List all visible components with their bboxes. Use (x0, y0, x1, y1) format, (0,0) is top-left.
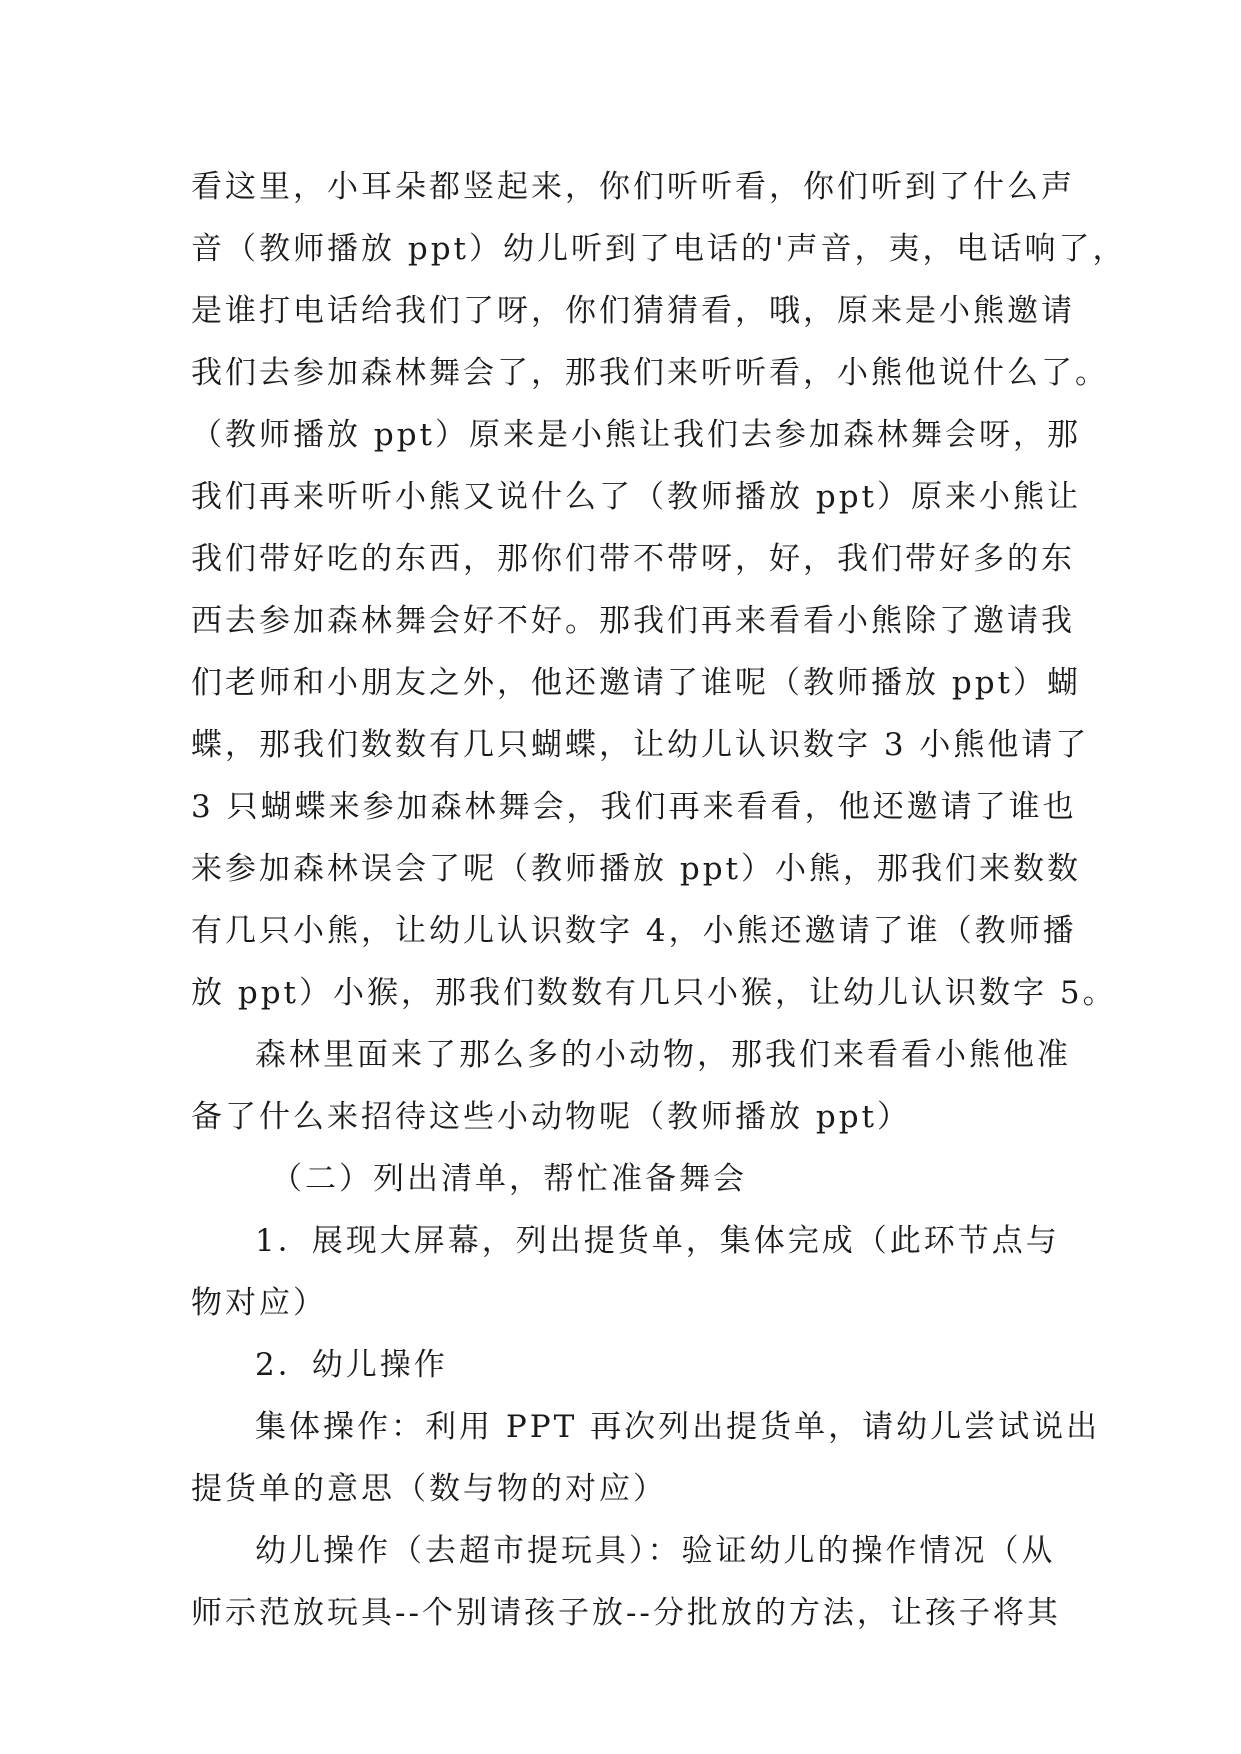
text-line: （教师播放 ppt）原来是小熊让我们去参加森林舞会呀，那 (191, 417, 1081, 453)
text-line: 物对应） (191, 1285, 327, 1321)
text-line: 是谁打电话给我们了呀，你们猜猜看，哦，原来是小熊邀请 (191, 293, 1075, 329)
text-line: 西去参加森林舞会好不好。那我们再来看看小熊除了邀请我 (191, 603, 1075, 639)
list-item-1: 1．展现大屏幕，列出提货单，集体完成（此环节点与 (255, 1223, 1060, 1259)
text-line: 看这里，小耳朵都竖起来，你们听听看，你们听到了什么声 (191, 169, 1075, 205)
list-item-2: 2．幼儿操作 (255, 1347, 448, 1383)
text-line: 3 只蝴蝶来参加森林舞会，我们再来看看，他还邀请了谁也 (191, 789, 1077, 825)
text-line: 我们带好吃的东西，那你们带不带呀，好，我们带好多的东 (191, 541, 1075, 577)
paragraph-start-line: 森林里面来了那么多的小动物，那我们来看看小熊他准 (255, 1037, 1071, 1073)
body-text (191, 156, 1127, 1644)
paragraph-start-line: 集体操作：利用 PPT 再次列出提货单，请幼儿尝试说出 (255, 1409, 1101, 1445)
text-line: 音（教师播放 ppt）幼儿听到了电话的'声音，夷，电话响了， (191, 231, 1127, 267)
text-line: 放 ppt）小猴，那我们数数有几只小猴，让幼儿认识数字 5。 (191, 975, 1117, 1011)
paragraph-start-line: 幼儿操作（去超市提玩具）：验证幼儿的操作情况（从 (255, 1533, 1056, 1569)
text-line: 提货单的意思（数与物的对应） (191, 1471, 667, 1507)
text-line: 备了什么来招待这些小动物呢（教师播放 ppt） (191, 1099, 911, 1135)
section-heading: （二）列出清单，帮忙准备舞会 (271, 1161, 747, 1197)
text-line: 来参加森林误会了呢（教师播放 ppt）小熊，那我们来数数 (191, 851, 1081, 887)
text-line: 蝶，那我们数数有几只蝴蝶，让幼儿认识数字 3 小熊他请了 (191, 727, 1090, 763)
text-line: 我们去参加森林舞会了，那我们来听听看，小熊他说什么了。 (191, 355, 1109, 391)
text-line: 我们再来听听小熊又说什么了（教师播放 ppt）原来小熊让 (191, 479, 1081, 515)
text-line: 师示范放玩具--个别请孩子放--分批放的方法，让孩子将其 (191, 1595, 1061, 1631)
text-line: 们老师和小朋友之外，他还邀请了谁呢（教师播放 ppt）蝴 (191, 665, 1081, 701)
text-line: 有几只小熊，让幼儿认识数字 4，小熊还邀请了谁（教师播 (191, 913, 1077, 949)
